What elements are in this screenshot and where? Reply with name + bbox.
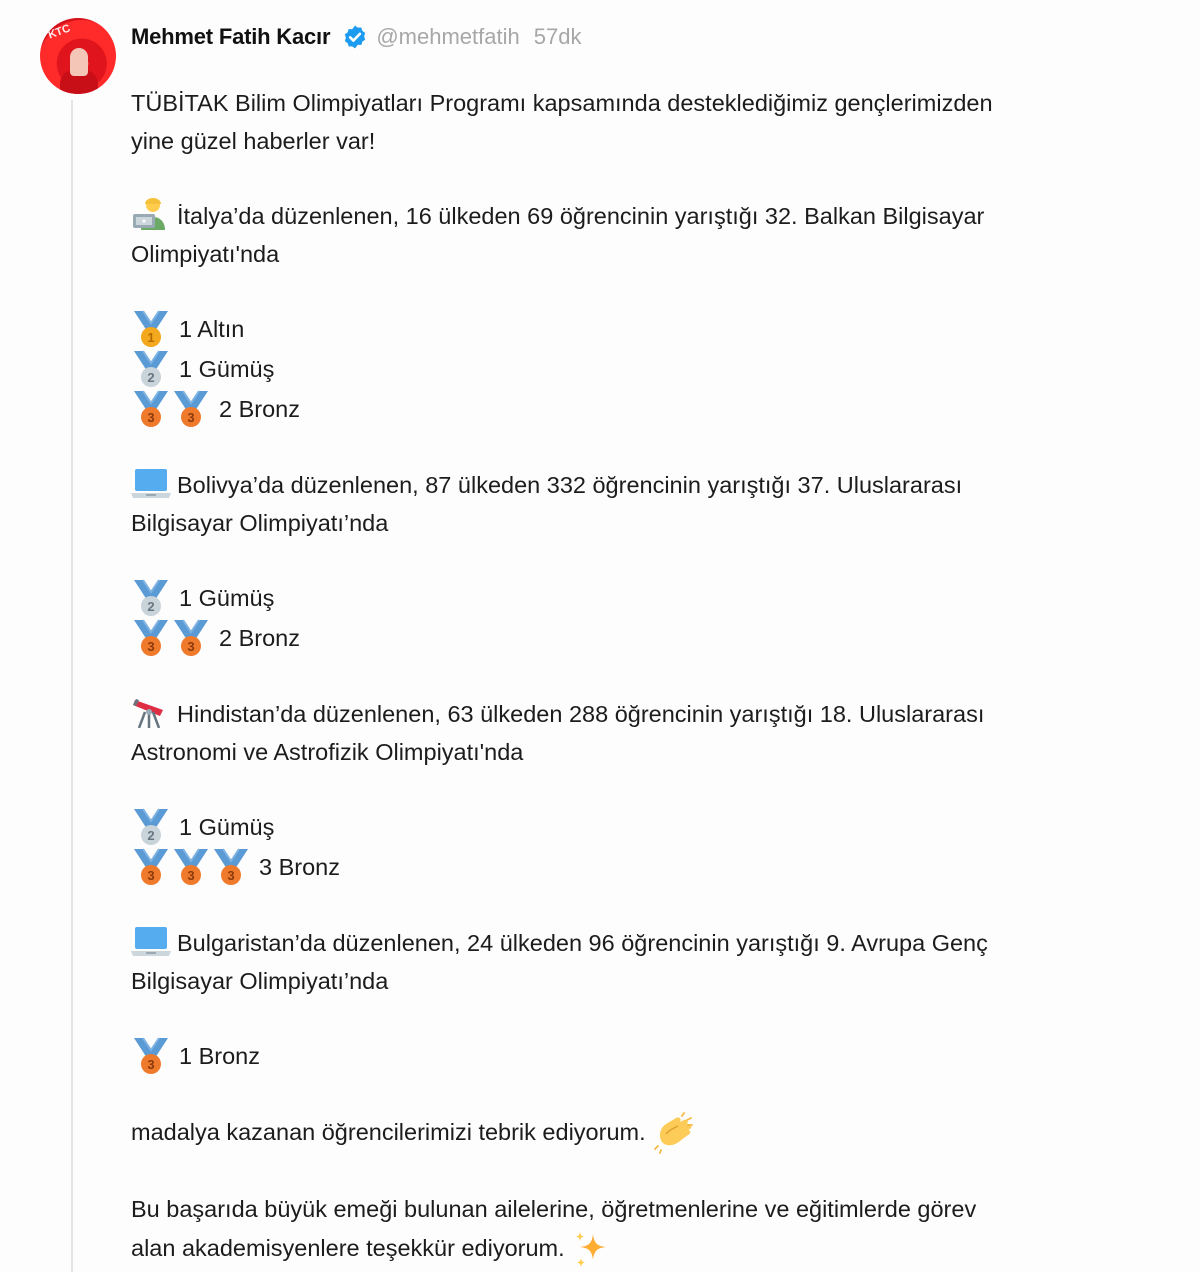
medal-label: 1 Gümüş (179, 356, 275, 382)
competition-2-text: Bolivya’da düzenlenen, 87 ülkeden 332 öğrencinin yarıştığı 37. Uluslararası (177, 472, 963, 498)
sparkles-icon (571, 1228, 613, 1270)
competition-2-line-1 (131, 465, 1071, 504)
bronze-medal-icon (131, 618, 171, 658)
svg-text:3: 3 (187, 868, 195, 883)
svg-text:1: 1 (147, 330, 155, 345)
competition-4-text: Bulgaristan’da düzenlenen, 24 ülkeden 96 öğrencinin yarıştığı 9. Avrupa Genç (177, 930, 988, 956)
avatar-figure-head (70, 48, 88, 76)
competition-3-line-1 (131, 694, 1071, 733)
avatar[interactable] (40, 18, 116, 94)
intro-line-1: TÜBİTAK Bilim Olimpiyatları Programı kapsamında desteklediğimiz gençlerimizden (131, 90, 993, 116)
medal-label: 1 Bronz (179, 1043, 260, 1069)
svg-text:2: 2 (147, 599, 155, 614)
congrats-line (131, 1112, 1071, 1154)
svg-text:3: 3 (187, 410, 195, 425)
silver-medal-icon (131, 578, 171, 618)
bronze-medal-icon (131, 1036, 171, 1076)
competition-2-line-2: Bilgisayar Olimpiyatı’nda (131, 510, 389, 536)
bronze-medal-icon (131, 847, 171, 887)
medal-label: 3 Bronz (259, 854, 340, 880)
laptop-icon (131, 923, 171, 957)
svg-text:2: 2 (147, 828, 155, 843)
tweet-body (131, 84, 1071, 1270)
medal-label: 2 Bronz (219, 625, 300, 651)
svg-text:3: 3 (147, 1057, 155, 1072)
medal-label: 1 Gümüş (179, 814, 275, 840)
medal-row-silver (131, 349, 1071, 389)
thanks-text: alan akademisyenlere teşekkür ediyorum. (131, 1235, 565, 1261)
congrats-text: madalya kazanan öğrencilerimizi tebrik ediyorum. (131, 1119, 646, 1145)
competition-1-text: İtalya’da düzenlenen, 16 ülkeden 69 öğrencinin yarıştığı 32. Balkan Bilgisayar (177, 203, 985, 229)
thanks-line-1: Bu başarıda büyük emeği bulunan ailelerine, öğretmenlerine ve eğitimlerde görev (131, 1196, 977, 1222)
avatar-label: KTC (46, 22, 72, 42)
competition-1-line-2: Olimpiyatı'nda (131, 241, 280, 267)
intro-line-2: yine güzel haberler var! (131, 128, 376, 154)
silver-medal-icon (131, 807, 171, 847)
competition-1-line-1 (131, 196, 1071, 235)
medal-label: 1 Gümüş (179, 585, 275, 611)
author-name[interactable]: Mehmet Fatih Kacır (131, 24, 331, 49)
bronze-medal-icon (171, 618, 211, 658)
gold-medal-icon (131, 309, 171, 349)
medal-row-bronze (131, 1036, 1071, 1076)
medal-label: 1 Altın (179, 316, 245, 342)
thanks-line-2 (131, 1228, 1071, 1270)
svg-text:3: 3 (227, 868, 235, 883)
medal-row-bronze (131, 847, 1071, 887)
svg-text:3: 3 (147, 868, 155, 883)
competition-3-line-2: Astronomi ve Astrofizik Olimpiyatı'nda (131, 739, 524, 765)
bronze-medal-icon (171, 847, 211, 887)
medal-row-gold (131, 309, 1071, 349)
tweet-header (131, 22, 581, 52)
laptop-icon (131, 465, 171, 499)
technologist-icon (131, 196, 171, 230)
telescope-icon (131, 694, 171, 728)
medal-label: 2 Bronz (219, 396, 300, 422)
silver-medal-icon (131, 349, 171, 389)
svg-text:3: 3 (147, 410, 155, 425)
medal-row-bronze (131, 389, 1071, 429)
verified-badge-icon (342, 24, 368, 50)
svg-text:2: 2 (147, 370, 155, 385)
timestamp[interactable]: 57dk (533, 24, 582, 49)
clapping-hands-icon (652, 1112, 694, 1154)
bronze-medal-icon (211, 847, 251, 887)
competition-3-text: Hindistan’da düzenlenen, 63 ülkeden 288 öğrencinin yarıştığı 18. Uluslararası (177, 701, 985, 727)
bronze-medal-icon (171, 389, 211, 429)
competition-4-line-2: Bilgisayar Olimpiyatı’nda (131, 968, 389, 994)
competition-4-line-1 (131, 923, 1071, 962)
medal-row-bronze (131, 618, 1071, 658)
svg-text:3: 3 (187, 639, 195, 654)
medal-row-silver (131, 578, 1071, 618)
svg-text:3: 3 (147, 639, 155, 654)
thread-line (71, 100, 73, 1272)
author-handle[interactable]: @mehmetfatih (376, 24, 520, 49)
bronze-medal-icon (131, 389, 171, 429)
medal-row-silver (131, 807, 1071, 847)
